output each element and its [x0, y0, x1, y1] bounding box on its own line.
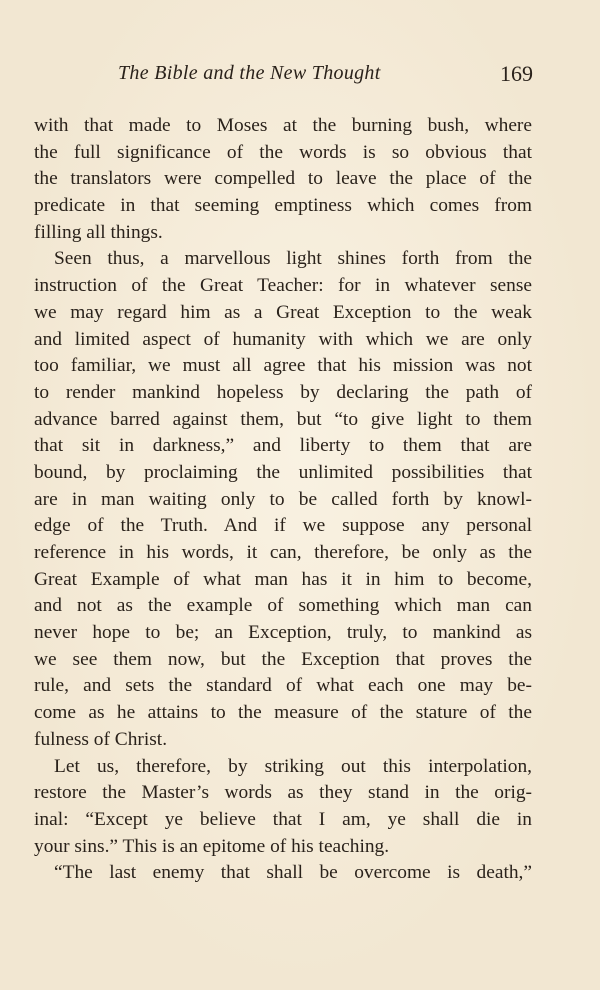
body-text [34, 113, 532, 887]
text-line: to render mankind hopeless by declaring the path of [34, 381, 532, 403]
text-line: inal: “Except ye believe that I am, ye shall die in [34, 808, 532, 830]
text-line: come as he attains to the measure of the stature of the [34, 702, 532, 724]
text-line: too familiar, we must all agree that his mission was not [34, 355, 532, 377]
text-line: we may regard him as a Great Exception to the weak [34, 301, 532, 323]
running-head [0, 60, 600, 90]
text-line: and limited aspect of humanity with which we are only [34, 328, 532, 350]
text-line: with that made to Moses at the burning bush, where [34, 115, 532, 136]
text-line-paragraph-start: Let us, therefore, by striking out this interpolation, [54, 755, 532, 777]
text-line: rule, and sets the standard of what each one may be- [34, 675, 532, 697]
text-line: and not as the example of something which man can [34, 595, 532, 617]
text-line: edge of the Truth. And if we suppose any personal [34, 515, 532, 537]
page-number: 169 [500, 61, 533, 86]
text-line: restore the Master’s words as they stand in the orig- [34, 782, 532, 804]
text-line: Great Example of what man has it in him to become, [34, 568, 532, 590]
text-line: the full significance of the words is so obvious that [34, 141, 532, 163]
text-line: that sit in darkness,” and liberty to them that are [34, 435, 532, 457]
text-line: filling all things. [34, 221, 163, 243]
text-line: predicate in that seeming emptiness which comes from [34, 195, 532, 217]
text-line: your sins.” This is an epitome of his teaching. [34, 835, 390, 857]
text-line: instruction of the Great Teacher: for in whatever sense [34, 275, 532, 297]
text-line: we see them now, but the Exception that proves the [34, 648, 532, 670]
text-line-paragraph-start: Seen thus, a marvellous light shines forth from the [54, 248, 532, 270]
text-line: reference in his words, it can, therefore, be only as the [34, 542, 532, 563]
text-line: the translators were compelled to leave the place of the [34, 168, 532, 190]
text-line: fulness of Christ. [34, 728, 168, 750]
text-line: advance barred against them, but “to give light to them [34, 408, 532, 430]
running-head-title: The Bible and the New Thought [118, 62, 381, 84]
text-line: are in man waiting only to be called forth by knowl- [34, 488, 532, 510]
text-line-paragraph-start: “The last enemy that shall be overcome is death,” [54, 862, 532, 884]
text-line: never hope to be; an Exception, truly, to mankind as [34, 622, 532, 644]
text-line: bound, by proclaiming the unlimited possibilities that [34, 461, 532, 483]
